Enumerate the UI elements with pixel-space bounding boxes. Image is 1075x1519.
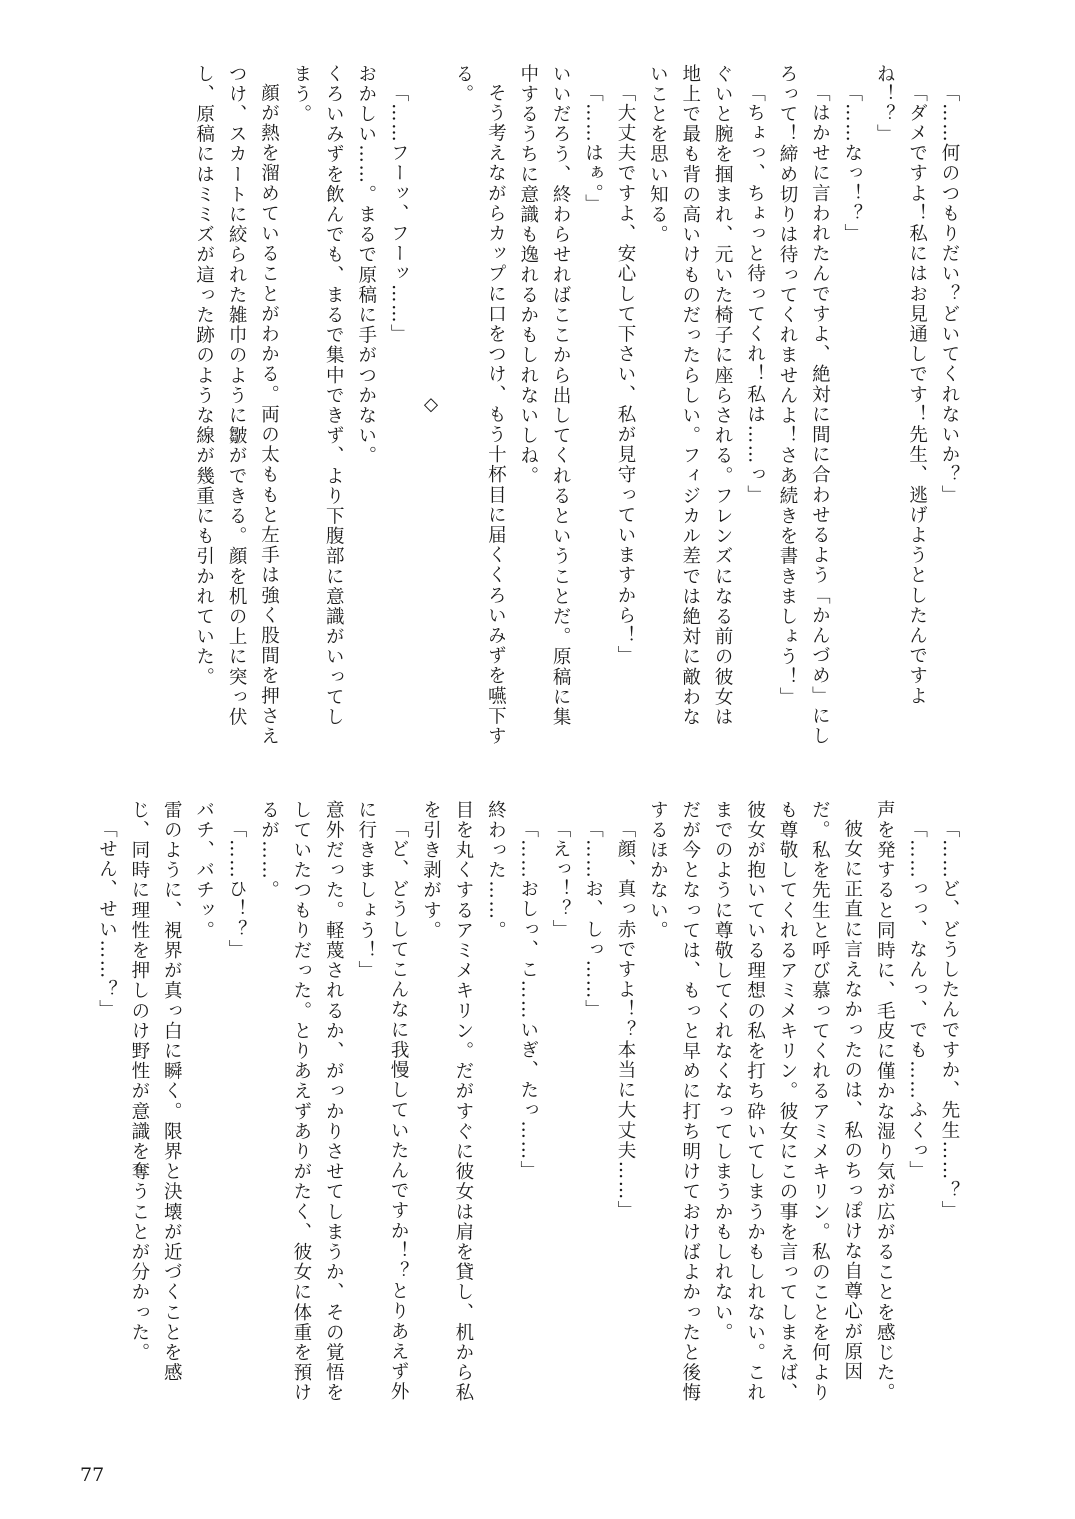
paragraph: 「……フーッ、フーッ……」 [388, 82, 410, 344]
paragraph: 「……っっ、なんっ、でも……ふくっ」 [906, 818, 928, 1181]
paragraph: おかしい……。まるで原稿に手がつかない。 [355, 64, 377, 466]
upper-text-block [105, 64, 965, 746]
paragraph: 「……おしっ、こ……いぎ、たっ……」 [517, 818, 539, 1181]
paragraph: 目を丸くするアミメキリン。だがすぐに彼女は肩を貸し、机から私を引き剥がす。 [420, 800, 474, 1403]
section-break-diamond: ◇ [420, 393, 442, 417]
paragraph: 「ダメですよ！私にはお見通しです！先生、逃げようとしたんですよね！？」 [874, 64, 928, 706]
paragraph: 「はかせに言われたんですよ、絶対に間に合わせるよう「かんづめ」にしろって！締め切りは待ってくれませんよ！さあ続きを書きましょう！」 [776, 64, 831, 746]
paragraph: 「せん、せい……？」 [96, 818, 118, 1020]
paragraph: 声を発すると同時に、毛皮に僅かな湿り気が広がることを感じた。 [874, 800, 896, 1403]
paragraph: 「ちょっ、ちょっと待ってくれ！私は……っ」 [744, 82, 766, 505]
paragraph: 「顔、真っ赤ですよ！？本当に大丈夫……」 [614, 818, 636, 1221]
page-number: 77 [80, 1464, 105, 1486]
paragraph: 「大丈夫ですよ、安心して下さい、私が見守っていますから！」 [614, 82, 636, 666]
paragraph: 「えっ！？」 [550, 818, 572, 940]
paragraph: 顔が熱を溜めていることがわかる。両の太ももと左手は強く股間を押さえつけ、スカートに絞られた雑巾のように皺ができる。顔を机の上に突っ伏し、原稿にはミミズが這った跡のような線が幾重にも引かれていた。 [193, 64, 280, 746]
paragraph: 「……何のつもりだい？どいてくれないか？」 [939, 82, 960, 505]
paragraph: 「……はぁ。」 [582, 82, 604, 214]
paragraph: 「……なっ！？」 [841, 82, 863, 244]
paragraph: いいだろう、終わらせればここから出してくれるということだ。原稿に集中するうちに意識も逸れるかもしれないしね。 [517, 64, 572, 728]
paragraph: ぐいと腕を掴まれ、元いた椅子に座らされる。フレンズになる前の彼女は地上で最も背の高いけものだったらしい。フィジカル差では絶対に敵わないことを思い知る。 [647, 64, 734, 728]
paragraph: バチ、バチッ。 [193, 800, 215, 941]
paragraph: そう考えながらカップに口をつけ、もう十杯目に届くくろいみずを嚥下する。 [452, 64, 507, 746]
paragraph: だが今となっては、もっと早めに打ち明けておけばよかったと後悔するほかない。 [647, 800, 701, 1403]
paragraph: 「……ど、どうしたんですか、先生……？」 [939, 818, 960, 1221]
paragraph: 「……お、しっ……」 [582, 818, 604, 1020]
paragraph: 彼女に正直に言えなかったのは、私のちっぽけな自尊心が原因だ。私を先生と呼び慕ってくれるアミメキリン。私のことを何よりも尊敬してくれるアミメキリン。彼女にこの事を言ってしまえば、彼女が抱いている理想の私を打ち砕いてしまうかもしれない。これまでのように尊敬してくれなくなってしまうかもしれない。 [712, 800, 863, 1403]
paragraph: 雷のように、視界が真っ白に瞬く。限界と決壊が近づくことを感じ、同時に理性を押しのけ野性が意識を奪うことが分かった。 [128, 800, 183, 1383]
paragraph: 意外だった。軽蔑されるか、がっかりさせてしまうか、その覚悟をしていたつもりだった。とりあえずありがたく、彼女に体重を預けるが……。 [258, 800, 345, 1403]
paragraph: 「……ひ！？」 [226, 818, 248, 960]
lower-text-block [96, 800, 965, 1420]
paragraph: 「ど、どうしてこんなに我慢していたんですか！？とりあえず外に行きましょう！」 [355, 800, 410, 1402]
paragraph: くろいみずを飲んでも、まるで集中できず、より下腹部に意識がいってしまう。 [290, 64, 345, 728]
paragraph: 終わった……。 [485, 800, 507, 941]
